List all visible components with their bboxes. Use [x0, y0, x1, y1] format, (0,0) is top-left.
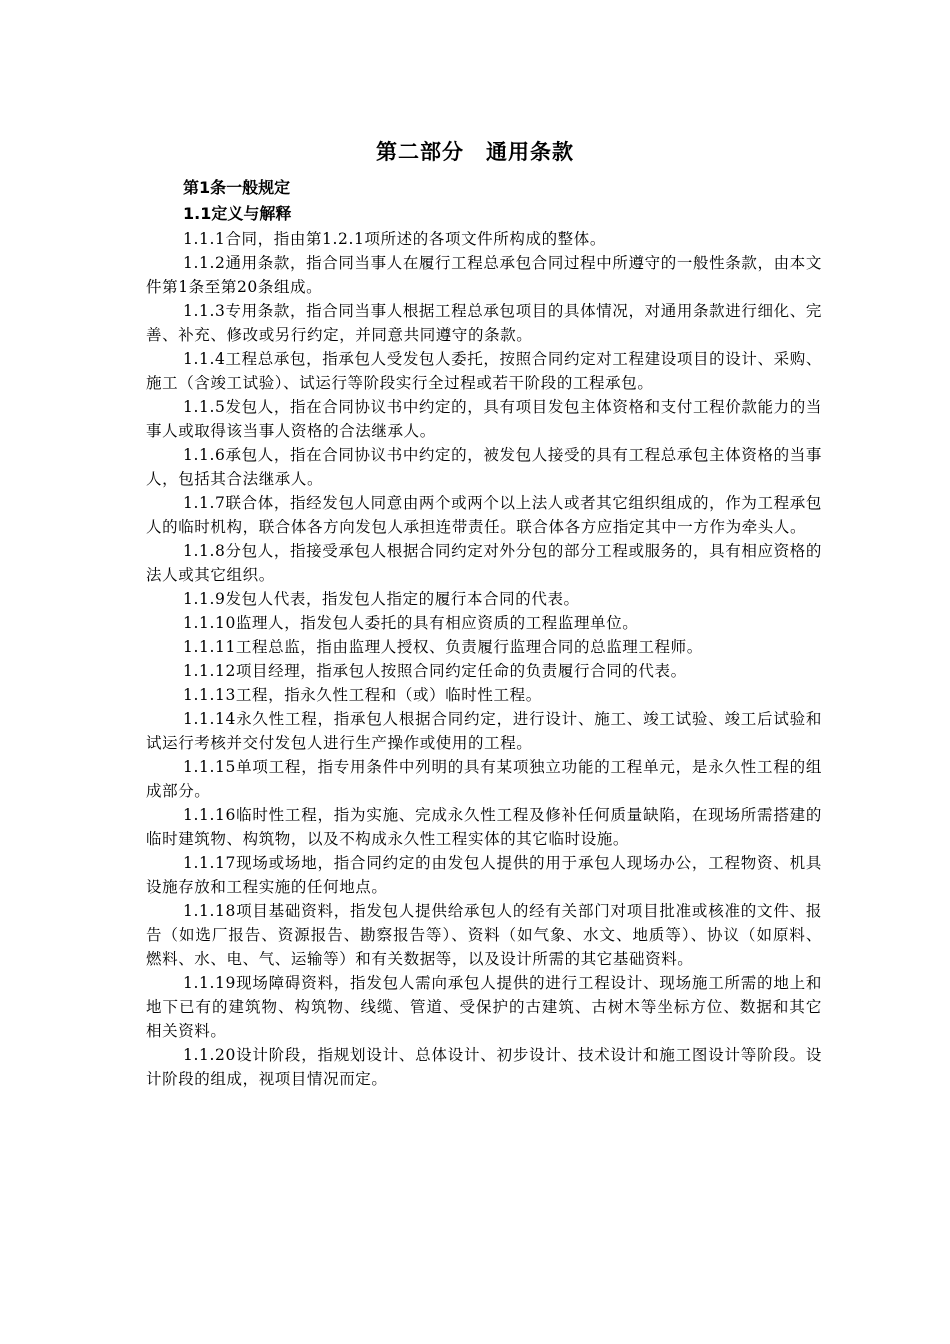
clause-paragraph: 1.1.12项目经理，指承包人按照合同约定任命的负责履行合同的代表。	[183, 662, 687, 680]
clause-paragraph: 1.1.2通用条款，指合同当事人在履行工程总承包合同过程中所遵守的一般性条款，由本文件第1条至第20条组成。	[146, 254, 822, 296]
clause-paragraph: 1.1.4工程总承包，指承包人受发包人委托，按照合同约定对工程建设项目的设计、采购、施工（含竣工试验）、试运行等阶段实行全过程或若干阶段的工程承包。	[146, 350, 822, 392]
clause-paragraph: 1.1.3专用条款，指合同当事人根据工程总承包项目的具体情况，对通用条款进行细化、完善、补充、修改或另行约定，并同意共同遵守的条款。	[146, 302, 822, 344]
clause-paragraph: 1.1.19现场障碍资料，指发包人需向承包人提供的进行工程设计、现场施工所需的地上和地下已有的建筑物、构筑物、线缆、管道、受保护的古建筑、古树木等坐标方位、数据和其它相关资料。	[146, 974, 822, 1040]
clause-paragraph: 1.1.14永久性工程，指承包人根据合同约定，进行设计、施工、竣工试验、竣工后试验和试运行考核并交付发包人进行生产操作或使用的工程。	[146, 710, 822, 752]
clause-paragraph: 1.1.16临时性工程，指为实施、完成永久性工程及修补任何质量缺陷，在现场所需搭建的临时建筑物、构筑物，以及不构成永久性工程实体的其它临时设施。	[146, 806, 822, 848]
clause-paragraph: 1.1.10监理人，指发包人委托的具有相应资质的工程监理单位。	[183, 614, 639, 632]
section-heading: 1.1定义与解释	[183, 204, 292, 223]
page-title: 第二部分 通用条款	[376, 140, 574, 164]
clause-paragraph: 1.1.8分包人，指接受承包人根据合同约定对外分包的部分工程或服务的，具有相应资格的法人或其它组织。	[146, 542, 822, 584]
clause-paragraph: 1.1.13工程，指永久性工程和（或）临时性工程。	[183, 686, 542, 704]
clause-paragraph: 1.1.17现场或场地，指合同约定的由发包人提供的用于承包人现场办公，工程物资、机具设施存放和工程实施的任何地点。	[146, 854, 822, 896]
clause-paragraph: 1.1.5发包人，指在合同协议书中约定的，具有项目发包主体资格和支付工程价款能力的当事人或取得该当事人资格的合法继承人。	[146, 398, 822, 440]
clause-paragraph: 1.1.18项目基础资料，指发包人提供给承包人的经有关部门对项目批准或核准的文件、报告（如选厂报告、资源报告、勘察报告等）、资料（如气象、水文、地质等）、协议（如原料、燃料、水、电、气、运输等）和有关数据等，以及设计所需的其它基础资料。	[146, 902, 822, 968]
clause-paragraph: 1.1.15单项工程，指专用条件中列明的具有某项独立功能的工程单元，是永久性工程的组成部分。	[146, 758, 822, 800]
document-body	[146, 175, 822, 1091]
clause-paragraph: 1.1.6承包人，指在合同协议书中约定的，被发包人接受的具有工程总承包主体资格的当事人，包括其合法继承人。	[146, 446, 822, 488]
clause-paragraph: 1.1.11工程总监，指由监理人授权、负责履行监理合同的总监理工程师。	[183, 638, 703, 656]
clause-paragraph: 1.1.20设计阶段，指规划设计、总体设计、初步设计、技术设计和施工图设计等阶段。设计阶段的组成，视项目情况而定。	[146, 1046, 822, 1088]
clause-paragraph: 1.1.7联合体，指经发包人同意由两个或两个以上法人或者其它组织组成的，作为工程承包人的临时机构，联合体各方向发包人承担连带责任。联合体各方应指定其中一方作为牵头人。	[146, 494, 822, 536]
clause-paragraph: 1.1.9发包人代表，指发包人指定的履行本合同的代表。	[183, 590, 580, 608]
clause-paragraph: 1.1.1合同，指由第1.2.1项所述的各项文件所构成的整体。	[183, 230, 606, 248]
article-heading: 第1条一般规定	[183, 178, 291, 197]
